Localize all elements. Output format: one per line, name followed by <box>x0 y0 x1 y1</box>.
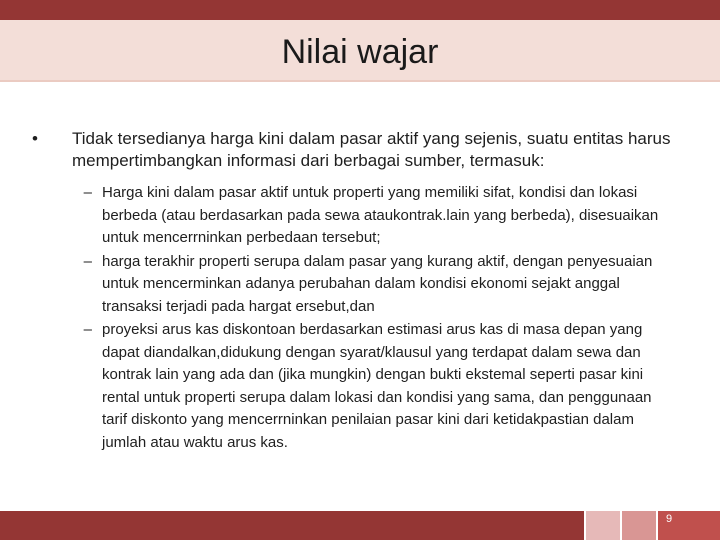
footer-segment-light <box>586 511 620 540</box>
sub-item-text: Harga kini dalam pasar aktif untuk properti yang memiliki sifat, kondisi dan lokasi berbeda (atau berdasarkan pada sewa ataukontrak.lain yang berbeda), disesuaikan untuk mencerrninkan perbedaan tersebut; <box>102 184 659 246</box>
footer-bar <box>0 511 720 540</box>
sub-item-text: harga terakhir properti serupa dalam pasar yang kurang aktif, dengan penyesuaian untuk mencerminkan adanya perubahan dalam kondisi ekonomi sejakt anggal transaksi terjadi pada hargat ersebut,dan <box>102 252 653 315</box>
main-bullet <box>30 128 690 172</box>
dash-icon: – <box>83 321 92 338</box>
footer-segment-mid <box>622 511 656 540</box>
title-divider <box>0 80 720 82</box>
sub-bullet-list <box>30 182 690 454</box>
sub-item-text: proyeksi arus kas diskontoan berdasarkan estimasi arus kas di masa depan yang dapat diandalkan,didukung dengan syarat/klausul yang terdapat dalam sewa dan kontrak lain yang ada dan (jika mungkin) dengan bukti ekstemal seperti pasar kini rental untuk properti serupa dalam lokasi dan kondisi yang sama, dan penggunaan tarif diskonto yang mencerrninkan penilaian pasar kini dari ketidakpastian dalam jumlah atau waktu arus kas. <box>102 321 652 451</box>
list-item <box>30 182 690 250</box>
top-accent-bar <box>0 0 720 20</box>
list-item <box>30 319 690 454</box>
slide-title: Nilai wajar <box>281 33 439 71</box>
footer-segment-dark <box>0 511 584 540</box>
dash-icon: – <box>83 184 92 201</box>
slide-content <box>30 128 690 455</box>
main-bullet-text: Tidak tersedianya harga kini dalam pasar aktif yang sejenis, suatu entitas harus mempertimbangkan informasi dari berbagai sumber, termasuk: <box>72 129 671 170</box>
dash-icon: – <box>83 252 92 270</box>
bullet-dot-icon: • <box>32 129 38 148</box>
list-item <box>30 251 690 319</box>
page-number: 9 <box>665 513 673 525</box>
